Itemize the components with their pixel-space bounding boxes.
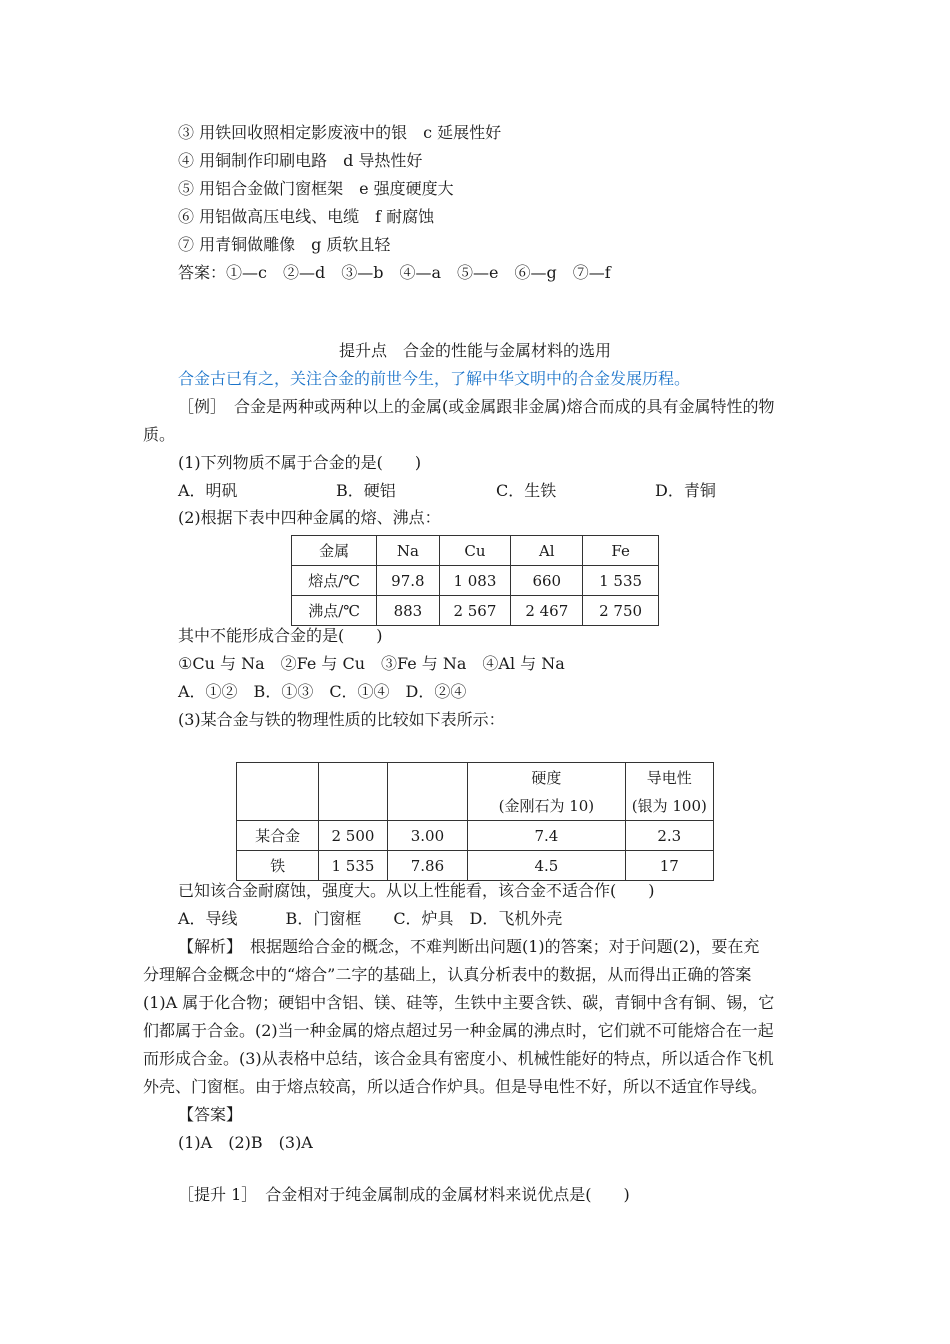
table-cell: Na [377, 536, 439, 566]
question-2-options: A．①② B．①③ C．①④ D．②④ [178, 682, 467, 701]
table-cell: 2.3 [625, 821, 713, 851]
table-cell: Fe [583, 536, 659, 566]
question-1: (1)下列物质不属于合金的是( ) [178, 453, 422, 472]
matching-line-7: ⑦ 用青铜做雕像 g 质软且轻 [178, 235, 391, 254]
matching-line-4: ④ 用铜制作印刷电路 d 导热性好 [178, 151, 423, 170]
table-header-row [237, 763, 714, 821]
matching-line-3: ③ 用铁回收照相定影废液中的银 c 延展性好 [178, 123, 502, 142]
hardness-header [468, 763, 625, 821]
hardness-label: 硬度 [531, 768, 562, 787]
table-row [237, 851, 714, 881]
analysis-line-3: (1)A 属于化合物；硬铝中含铝、镁、硅等，生铁中主要含铁、碳，青铜中含有铜、锡，它 [143, 993, 775, 1012]
question-2-pairs: ①Cu 与 Na ②Fe 与 Cu ③Fe 与 Na ④Al 与 Na [178, 654, 565, 673]
question-3-stem: 已知该合金耐腐蚀，强度大。从以上性能看，该合金不适合作( ) [178, 881, 655, 900]
analysis-line-4: 们都属于合金。(2)当一种金属的熔点超过另一种金属的沸点时，它们就不可能熔合在一起 [143, 1021, 774, 1040]
table-row [237, 821, 714, 851]
table-cell: 3.00 [387, 821, 467, 851]
conductivity-unit: (银为 100) [631, 796, 707, 815]
q1-option-c: C．生铁 [496, 481, 557, 500]
table-cell: 某合金 [237, 821, 319, 851]
section-intro: 合金古已有之，关注合金的前世今生，了解中华文明中的合金发展历程。 [178, 369, 691, 388]
analysis-line-5: 而形成合金。(3)从表格中总结，该合金具有密度小、机械性能好的特点，所以适合作飞机 [143, 1049, 774, 1068]
question-2: (2)根据下表中四种金属的熔、沸点： [178, 508, 441, 527]
table-cell: 4.5 [468, 851, 625, 881]
example-line-1: ［例］ 合金是两种或两种以上的金属(或金属跟非金属)熔合而成的具有金属特性的物 [178, 397, 775, 416]
table-cell: 97.8 [377, 566, 439, 596]
table-cell: 7.86 [387, 851, 467, 881]
analysis-line-2: 分理解合金概念中的“熔合”二字的基础上，认真分析表中的数据，从而得出正确的答案 [143, 965, 752, 984]
question-2-stem: 其中不能形成合金的是( ) [178, 626, 383, 645]
table-row [292, 566, 659, 596]
table-cell: Al [511, 536, 583, 566]
answer-heading: 【答案】 [178, 1105, 243, 1124]
question-3: (3)某合金与铁的物理性质的比较如下表所示： [178, 710, 505, 729]
table-cell: 660 [511, 566, 583, 596]
table-cell: 7.4 [468, 821, 625, 851]
q1-option-a: A．明矾 [178, 481, 238, 500]
question-3-options: A．导线 B．门窗框 C．炉具 D．飞机外壳 [178, 909, 563, 928]
section-title: 提升点 合金的性能与金属材料的选用 [338, 341, 611, 360]
table-cell [319, 763, 388, 821]
table-cell: 2 467 [511, 596, 583, 626]
conductivity-header [625, 763, 713, 821]
q1-option-d: D．青铜 [655, 481, 716, 500]
practice-question: ［提升 1］ 合金相对于纯金属制成的金属材料来说优点是( ) [178, 1185, 630, 1204]
table-header-row [292, 536, 659, 566]
hardness-unit: (金刚石为 10) [498, 796, 595, 815]
table-cell: 17 [625, 851, 713, 881]
table-row [292, 596, 659, 626]
matching-answer: 答案：①—c ②—d ③—b ④—a ⑤—e ⑥—g ⑦—f [178, 263, 611, 282]
matching-line-6: ⑥ 用铝做高压电线、电缆 f 耐腐蚀 [178, 207, 435, 226]
analysis-line-1: 【解析】 根据题给合金的概念，不难判断出问题(1)的答案；对于问题(2)，要在充 [178, 937, 760, 956]
alloy-iron-table [236, 762, 714, 881]
table-cell: Cu [439, 536, 511, 566]
analysis-line-6: 外壳、门窗框。由于熔点较高，所以适合作炉具。但是导电性不好，所以不适宜作导线。 [143, 1077, 768, 1096]
table-cell: 2 500 [319, 821, 388, 851]
table-cell: 沸点/℃ [292, 596, 377, 626]
table-cell: 1 535 [583, 566, 659, 596]
melting-boiling-table [291, 535, 659, 626]
table-cell [387, 763, 467, 821]
table-cell: 2 567 [439, 596, 511, 626]
example-line-2: 质。 [143, 425, 176, 444]
matching-line-5: ⑤ 用铝合金做门窗框架 e 强度硬度大 [178, 179, 454, 198]
table-cell [237, 763, 319, 821]
table-cell: 2 750 [583, 596, 659, 626]
table-cell: 铁 [237, 851, 319, 881]
table-cell: 熔点/℃ [292, 566, 377, 596]
q1-option-b: B．硬铝 [336, 481, 396, 500]
conductivity-label: 导电性 [646, 768, 692, 787]
answer-text: (1)A (2)B (3)A [178, 1133, 313, 1152]
table-cell: 1 083 [439, 566, 511, 596]
table-cell: 1 535 [319, 851, 388, 881]
table-cell: 883 [377, 596, 439, 626]
table-cell: 金属 [292, 536, 377, 566]
